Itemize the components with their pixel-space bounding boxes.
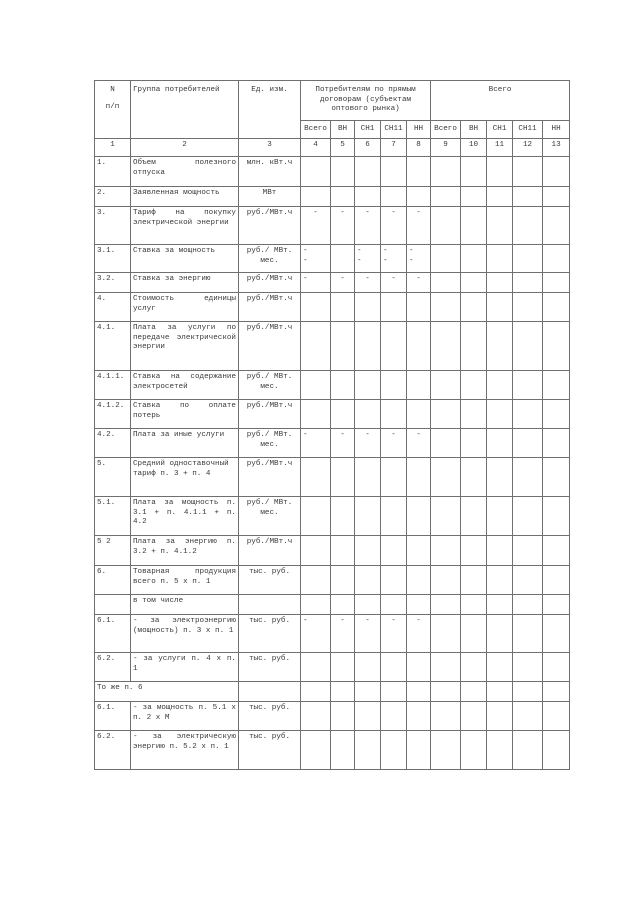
row-unit: млн. кВт.ч — [239, 157, 301, 187]
dash-mark: - — [303, 247, 308, 255]
row-number: 5 2 — [95, 536, 131, 566]
dash-cell: - — [407, 429, 431, 458]
dash-cell: - — [407, 207, 431, 245]
row-number: 3. — [95, 207, 131, 245]
dash-mark: - — [383, 256, 388, 265]
col-number: 11 — [487, 139, 513, 157]
dash-mark: - — [303, 256, 308, 265]
header-n-line1: N — [110, 86, 115, 94]
row-name: в том числе — [131, 595, 239, 615]
sub-total-all: Всего — [431, 121, 461, 139]
row-name: Средний одноставочный тариф п. 3 + п. 4 — [131, 458, 239, 497]
dash-cell: - — [301, 615, 331, 653]
row-number: 5.1. — [95, 497, 131, 536]
row-unit: руб./МВт.ч — [239, 400, 301, 429]
header-n — [95, 81, 131, 139]
table-row — [95, 615, 570, 653]
row-unit: руб./МВт.ч — [239, 458, 301, 497]
tariff-table — [94, 80, 570, 770]
row-unit: руб./ МВт. мес. — [239, 245, 301, 273]
row-name: - за электроэнергию (мощность) п. 3 х п. 1 — [131, 615, 239, 653]
row-number: 4.1.1. — [95, 371, 131, 400]
row-number: 4.1.2. — [95, 400, 131, 429]
row-number: 6.2. — [95, 653, 131, 682]
dash-cell — [301, 245, 331, 273]
dash-cell: - — [355, 615, 381, 653]
col-number: 9 — [431, 139, 461, 157]
row-number: 2. — [95, 187, 131, 207]
table-row — [95, 400, 570, 429]
col-number: 2 — [131, 139, 239, 157]
table-row — [95, 566, 570, 595]
table-row — [95, 458, 570, 497]
row-name: Товарная продукция всего п. 5 х п. 1 — [131, 566, 239, 595]
table-row — [95, 702, 570, 731]
dash-mark: - — [409, 256, 414, 265]
dash-mark: - — [383, 247, 388, 255]
dash-cell: - — [331, 615, 355, 653]
row-name: Ставка на содержание электросетей — [131, 371, 239, 400]
table-row — [95, 322, 570, 371]
dash-mark: - — [357, 247, 362, 255]
row-unit: тыс. руб. — [239, 731, 301, 770]
col-number: 3 — [239, 139, 301, 157]
header-row — [95, 81, 570, 121]
row-name: Ставка за энергию — [131, 273, 239, 293]
sub-sn1-all: СН1 — [487, 121, 513, 139]
row-number: 3.2. — [95, 273, 131, 293]
col-number: 13 — [543, 139, 570, 157]
row-number: 4.1. — [95, 322, 131, 371]
row-unit: руб./ МВт. мес. — [239, 429, 301, 458]
row-number: 1. — [95, 157, 131, 187]
dash-cell: - — [381, 429, 407, 458]
sub-vn-all: ВН — [461, 121, 487, 139]
row-unit: тыс. руб. — [239, 615, 301, 653]
sub-nn-direct: НН — [407, 121, 431, 139]
row-number: 6. — [95, 566, 131, 595]
table-row — [95, 497, 570, 536]
row-name: Плата за иные услуги — [131, 429, 239, 458]
sub-nn-all: НН — [543, 121, 570, 139]
table-row — [95, 731, 570, 770]
header-group: Группа потребителей — [131, 81, 239, 139]
row-number: 3.1. — [95, 245, 131, 273]
table-row — [95, 595, 570, 615]
row-unit: руб./МВт.ч — [239, 293, 301, 322]
table-row — [95, 682, 570, 702]
column-numbers-row — [95, 139, 570, 157]
dash-cell: - — [301, 207, 331, 245]
dash-cell: - — [407, 615, 431, 653]
table-row — [95, 187, 570, 207]
row-unit: руб./МВт.ч — [239, 273, 301, 293]
table-row — [95, 429, 570, 458]
row-name: Объем полезного отпуска — [131, 157, 239, 187]
row-name: Стоимость единицы услуг — [131, 293, 239, 322]
row-name: Тариф на покупку электрической энергии — [131, 207, 239, 245]
dash-cell: - — [381, 615, 407, 653]
sub-sn11-direct: СН11 — [381, 121, 407, 139]
dash-mark: - — [409, 247, 414, 255]
row-unit: руб./ МВт. мес. — [239, 371, 301, 400]
col-number: 5 — [331, 139, 355, 157]
dash-mark: - — [357, 256, 362, 265]
table-row — [95, 273, 570, 293]
dash-cell: - — [355, 429, 381, 458]
col-number: 1 — [95, 139, 131, 157]
dash-cell — [355, 245, 381, 273]
row-unit: руб./ МВт. мес. — [239, 497, 301, 536]
row-name: То же п. 6 — [95, 682, 239, 702]
dash-cell: - — [331, 429, 355, 458]
row-name: - за электрическую энергию п. 5.2 х п. 1 — [131, 731, 239, 770]
table-row — [95, 371, 570, 400]
row-number: 6.1. — [95, 615, 131, 653]
dash-cell: - — [355, 273, 381, 293]
dash-cell: - — [355, 207, 381, 245]
row-unit: руб./МВт.ч — [239, 536, 301, 566]
col-number: 7 — [381, 139, 407, 157]
row-name: Плата за услуги по передаче электрической энергии — [131, 322, 239, 371]
row-unit: руб./МВт.ч — [239, 207, 301, 245]
table-row — [95, 245, 570, 273]
row-unit: тыс. руб. — [239, 702, 301, 731]
row-unit: руб./МВт.ч — [239, 322, 301, 371]
table-row — [95, 293, 570, 322]
dash-cell: - — [407, 273, 431, 293]
col-number: 12 — [513, 139, 543, 157]
row-number: 6.2. — [95, 731, 131, 770]
row-name: Ставка за мощность — [131, 245, 239, 273]
table-row — [95, 157, 570, 187]
col-number: 6 — [355, 139, 381, 157]
row-name: Ставка по оплате потерь — [131, 400, 239, 429]
dash-cell: - — [301, 273, 331, 293]
col-number: 8 — [407, 139, 431, 157]
dash-cell: - — [301, 429, 331, 458]
col-number: 10 — [461, 139, 487, 157]
table-row — [95, 653, 570, 682]
sub-sn1-direct: СН1 — [355, 121, 381, 139]
dash-cell: - — [331, 273, 355, 293]
row-name: Заявленная мощность — [131, 187, 239, 207]
row-name: - за услуги п. 4 х п. 1 — [131, 653, 239, 682]
dash-cell: - — [381, 273, 407, 293]
header-unit: Ед. изм. — [239, 81, 301, 139]
sub-total-direct: Всего — [301, 121, 331, 139]
dash-cell — [407, 245, 431, 273]
dash-cell: - — [381, 207, 407, 245]
sub-sn11-all: СН11 — [513, 121, 543, 139]
row-name: Плата за энергию п. 3.2 + п. 4.1.2 — [131, 536, 239, 566]
dash-cell — [381, 245, 407, 273]
row-number: 5. — [95, 458, 131, 497]
row-number: 4. — [95, 293, 131, 322]
sub-vn-direct: ВН — [331, 121, 355, 139]
table-row — [95, 207, 570, 245]
table-row — [95, 536, 570, 566]
dash-cell: - — [331, 207, 355, 245]
row-name: Плата за мощность п. 3.1 + п. 4.1.1 + п. 4.2 — [131, 497, 239, 536]
header-total: Всего — [431, 81, 570, 121]
header-direct: Потребителям по прямым договорам (субъектам оптового рынка) — [301, 81, 431, 121]
row-name: - за мощность п. 5.1 х п. 2 х М — [131, 702, 239, 731]
row-unit: тыс. руб. — [239, 653, 301, 682]
row-unit: МВт — [239, 187, 301, 207]
row-number: 4.2. — [95, 429, 131, 458]
col-number: 4 — [301, 139, 331, 157]
row-unit: тыс. руб. — [239, 566, 301, 595]
row-number: 6.1. — [95, 702, 131, 731]
header-n-line2: п/п — [105, 102, 120, 111]
